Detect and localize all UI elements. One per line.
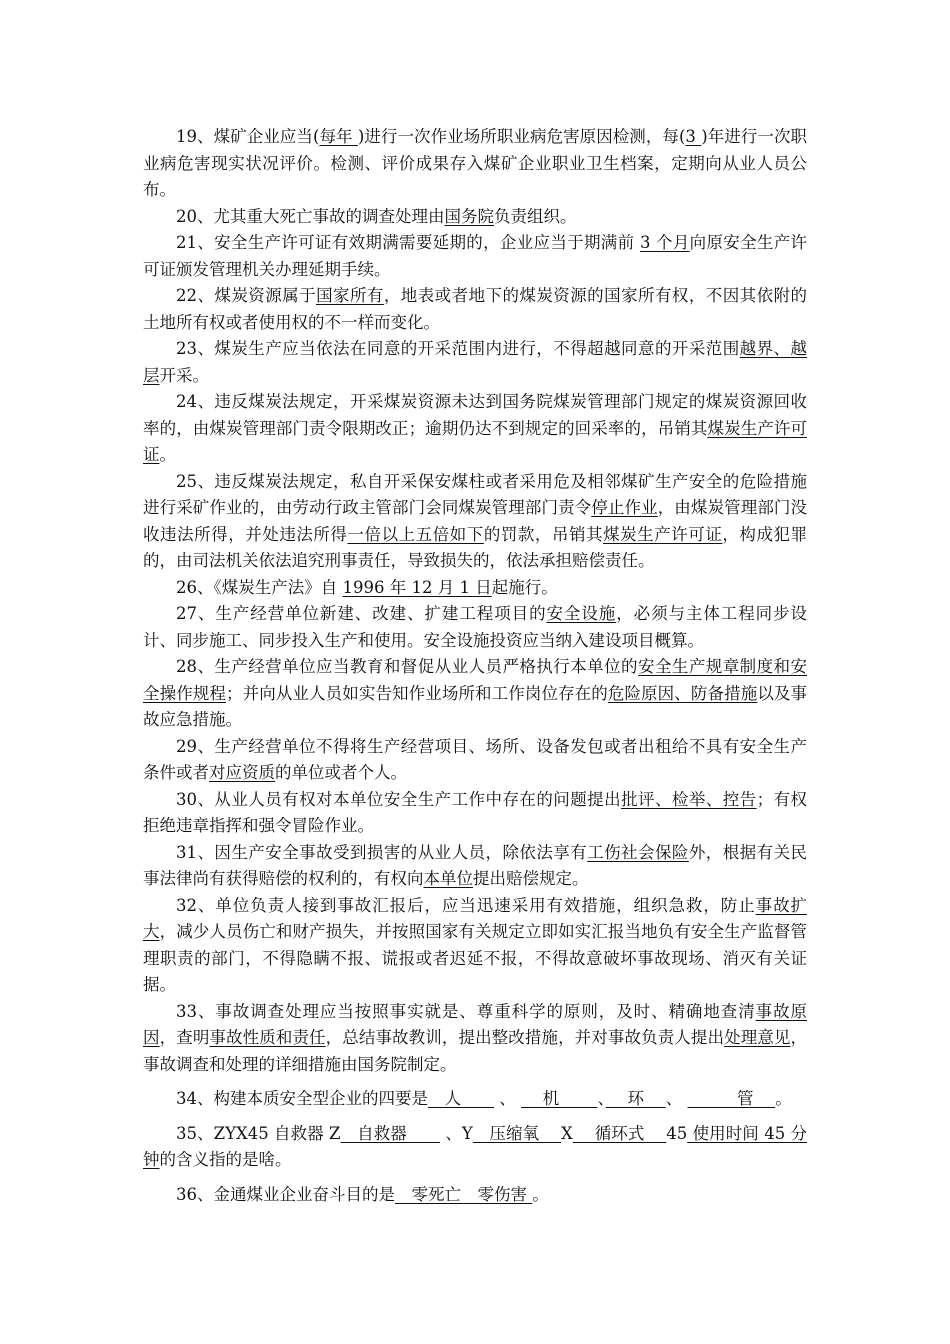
question-text: 、从业人员有权对本单位安全生产工作中存在的问题提出 <box>197 789 622 809</box>
question-23 <box>143 336 807 389</box>
question-text: ，总结事故教训，提出整改措施，并对事故负责人提出 <box>325 1028 725 1047</box>
answer-blank: 对应资质 <box>209 763 275 782</box>
question-text: ，事故调查和处理的详细措施由国务院制定。 <box>143 1028 808 1074</box>
answer-blank: 事故性质和责任 <box>209 1028 326 1047</box>
question-text: 的罚款，吊销其 <box>483 524 604 544</box>
question-number: 24 <box>176 392 197 411</box>
question-text: 、 <box>494 1089 521 1108</box>
question-text: 。 <box>532 1184 549 1204</box>
question-text: 、违反煤炭法规定，开采煤炭资源未达到国务院煤炭管理部门规定的煤炭资源回收率的，由煤炭管理部门责令限期改正；逾期仍达不到规定的回采率的，吊销其 <box>143 392 807 438</box>
answer-blank: 自救器 <box>340 1123 441 1143</box>
answer-blank: 使用时间 45 分钟 <box>143 1123 807 1169</box>
answer-blank: 国务院 <box>444 206 494 226</box>
document-page <box>143 124 807 1208</box>
question-text: 向原安全生产许可证颁发管理机关办理延期手续。 <box>143 233 808 279</box>
question-number: 31 <box>176 842 197 862</box>
question-number: 21 <box>176 233 197 252</box>
question-text: 。 <box>775 1089 792 1108</box>
question-number: 28 <box>176 657 197 676</box>
question-25 <box>143 469 807 575</box>
question-number: 29 <box>176 736 197 756</box>
question-36 <box>143 1182 807 1209</box>
question-text: 45 <box>666 1123 688 1143</box>
question-text: 以及事故应急措施。 <box>143 683 808 729</box>
question-text: 、生产经营单位不得将生产经营项目、场所、设备发包或者出租给不具有安全生产条件或者 <box>143 736 807 782</box>
answer-blank: 批评、检举、控告 <box>621 789 757 809</box>
question-text: 、尤其重大死亡事故的调查处理由 <box>197 206 445 226</box>
answer-blank: 人 <box>428 1089 494 1108</box>
answer-blank: 煤炭生产许可证 <box>143 418 808 464</box>
question-number: 26 <box>176 577 197 597</box>
question-text: 开采。 <box>159 365 209 385</box>
question-text: ，减少人员伤亡和财产损失，并按照国家有关规定立即如实汇报当地负有安全生产监督管理职责的部门，不得隐瞒不报、谎报或者迟延不报，不得故意破坏事故现场、消灭有关证据。 <box>143 922 808 994</box>
question-20 <box>143 204 807 231</box>
answer-blank: 事故原因 <box>143 1001 808 1047</box>
question-text: 的含义指的是啥。 <box>159 1150 292 1169</box>
question-text: 、生产经营单位新建、改建、扩建工程项目的 <box>197 604 547 623</box>
question-text: 提出赔偿规定。 <box>473 869 589 888</box>
answer-blank: 1996 年 12 月 1 日 <box>342 577 492 597</box>
question-text: 、生产经营单位应当教育和督促从业人员严格执行本单位的 <box>197 657 638 676</box>
answer-blank: 一倍以上五倍如下 <box>347 524 484 544</box>
answer-blank: 国家所有 <box>316 286 384 305</box>
question-27 <box>143 601 807 654</box>
question-text: 、单位负责人接到事故汇报后，应当迅速采用有效措施，组织急救，防止 <box>197 895 756 915</box>
question-31 <box>143 840 807 893</box>
question-text: 、构建本质安全型企业的四要是 <box>197 1089 428 1108</box>
question-number: 19 <box>176 127 197 146</box>
answer-blank: 3 <box>685 127 702 146</box>
question-number: 27 <box>176 604 197 623</box>
question-26 <box>143 575 807 602</box>
answer-blank: 环 <box>605 1089 666 1108</box>
question-text: 、 <box>597 1089 606 1108</box>
question-text: ，由煤炭管理部门没收违法所得，并处违法所得 <box>143 498 808 544</box>
question-21 <box>143 230 807 283</box>
question-text: 外，根据有关民事法律尚有获得赔偿的权利的，有权向 <box>143 842 808 888</box>
question-text: 、事故调查处理应当按照事实就是、尊重科学的原则，及时、精确地查清 <box>197 1001 756 1021</box>
answer-blank: 3 个月 <box>639 233 690 252</box>
answer-blank: 管 <box>687 1089 776 1108</box>
answer-blank: 循环式 <box>572 1123 667 1143</box>
question-text: ；并向从业人员如实告知作业场所和工作岗位存在的 <box>226 683 608 703</box>
answer-blank: 零死亡 零伤害 <box>395 1184 533 1204</box>
question-text: 、煤矿企业应当( <box>197 127 320 146</box>
answer-blank: 机 <box>521 1089 598 1108</box>
question-text: 、违反煤炭法规定，私自开采保安煤柱或者采用危及相邻煤矿生产安全的危险措施进行采矿作业的，由劳动行政主管部门会同煤炭管理部门责令 <box>143 471 807 517</box>
question-text: ，构成犯罪的，由司法机关依法追究刑事责任，导致损失的，依法承担赔偿责任。 <box>143 524 808 570</box>
question-text: 、《煤炭生产法》自 <box>197 577 343 597</box>
answer-blank: 停止作业 <box>591 498 658 517</box>
question-text: 的单位或者个人。 <box>275 763 407 782</box>
answer-blank: 安全设施 <box>546 604 617 623</box>
question-29 <box>143 734 807 787</box>
question-32 <box>143 893 807 999</box>
question-text: )进行一次作业场所职业病危害原因检测，每( <box>357 127 686 146</box>
question-text: )年进行一次职业病危害现实状况评价。检测、评价成果存入煤矿企业职业卫生档案，定期向从业人员公布。 <box>143 127 808 199</box>
answer-blank: 压缩氧 <box>472 1123 562 1143</box>
question-text: 、ZYX45 自救器 Z <box>197 1123 341 1143</box>
answer-blank: 安全生产规章制度和安全操作规程 <box>143 657 808 703</box>
question-text: 、金通煤业企业奋斗目的是 <box>197 1184 395 1204</box>
question-number: 30 <box>176 789 197 809</box>
question-number: 36 <box>176 1184 197 1204</box>
question-number: 34 <box>176 1089 197 1108</box>
question-text: 、安全生产许可证有效期满需要延期的，企业应当于期满前 <box>197 233 640 252</box>
question-19 <box>143 124 807 204</box>
question-30 <box>143 787 807 840</box>
question-number: 25 <box>176 471 197 491</box>
answer-blank: 煤炭生产许可证 <box>603 524 723 544</box>
answer-blank: 每年 <box>319 127 358 146</box>
question-33 <box>143 999 807 1079</box>
question-number: 23 <box>176 339 197 358</box>
question-number: 35 <box>176 1123 197 1143</box>
question-text: 。 <box>159 445 176 464</box>
question-text: 、煤炭资源属于 <box>197 286 317 305</box>
question-number: 33 <box>176 1001 197 1021</box>
answer-blank: 工伤社会保险 <box>587 842 689 862</box>
question-number: 22 <box>176 286 197 305</box>
answer-blank: 处理意见 <box>724 1028 791 1047</box>
question-text: ，地表或者地下的煤炭资源的国家所有权，不因其依附的土地所有权或者使用权的不一样而变化。 <box>143 286 808 332</box>
question-text: ，查明 <box>159 1028 210 1047</box>
question-22 <box>143 283 807 336</box>
question-text: 、煤炭生产应当依法在同意的开采范围内进行，不得超越同意的开采范围 <box>197 339 740 358</box>
question-text: 、Y <box>440 1123 473 1143</box>
answer-blank: 本单位 <box>423 869 473 888</box>
question-35 <box>143 1121 807 1174</box>
answer-blank: 事故扩大 <box>143 895 808 941</box>
question-text: X <box>561 1123 573 1143</box>
question-text: 、 <box>665 1089 688 1108</box>
question-28 <box>143 654 807 734</box>
question-number: 32 <box>176 895 197 915</box>
question-text: 、因生产安全事故受到损害的从业人员，除依法享有 <box>197 842 588 862</box>
question-text: ，必须与主体工程同步设计、同步施工、同步投入生产和使用。安全设施投资应当纳入建设项目概算。 <box>143 604 808 650</box>
question-number: 20 <box>176 206 197 226</box>
question-text: 负责组织。 <box>494 206 577 226</box>
answer-blank: 越界、越层 <box>143 339 808 385</box>
question-34 <box>143 1086 807 1113</box>
question-text: ；有权拒绝违章指挥和强令冒险作业。 <box>143 789 808 835</box>
answer-blank: 危险原因、防备措施 <box>607 683 758 703</box>
question-text: 起施行。 <box>491 577 558 597</box>
question-24 <box>143 389 807 469</box>
